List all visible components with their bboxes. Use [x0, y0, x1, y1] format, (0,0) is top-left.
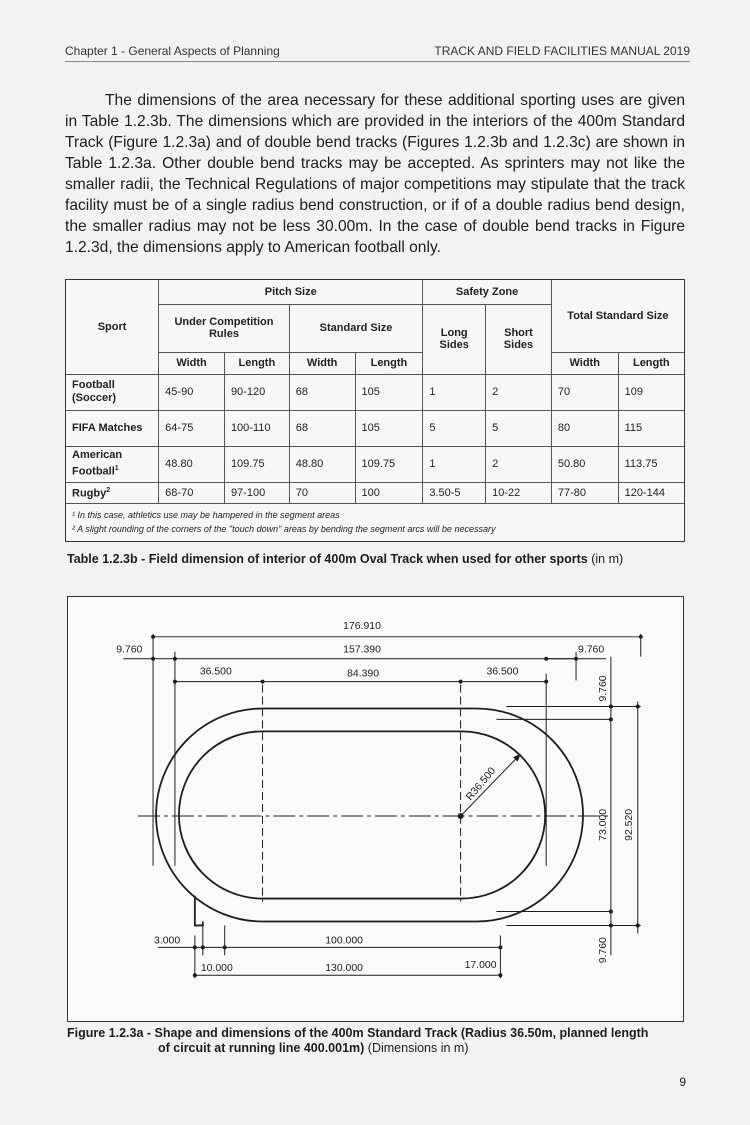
cell: 90-120: [224, 374, 289, 410]
cell: 3.50-5: [423, 482, 486, 503]
dim-total-length: 176.910: [343, 620, 381, 632]
cell: 68-70: [159, 482, 225, 503]
cell: 68: [289, 374, 355, 410]
track-drawing: [68, 597, 683, 1021]
cell-sport: Football (Soccer): [66, 374, 159, 410]
th-short-sides: Short Sides: [486, 304, 552, 374]
sport-name: American Football: [72, 449, 123, 478]
cell: 70: [551, 374, 618, 410]
cell: 5: [486, 410, 552, 446]
footnote-2: ² A slight rounding of the corners of the "touch down" areas by bending the segment arcs will be necessary: [72, 523, 496, 534]
th-width: Width: [159, 352, 225, 374]
cell: 2: [486, 374, 552, 410]
dim-vert-total: 92.520: [623, 808, 635, 841]
footnote-marker: 1: [114, 465, 119, 473]
cell-sport: [66, 482, 159, 503]
cell: 100: [355, 482, 423, 503]
cell: 105: [355, 374, 423, 410]
dim-vert-top: 9.760: [597, 675, 609, 702]
th-standard-size: Standard Size: [289, 304, 423, 352]
sport-name: Rugby: [72, 487, 107, 500]
cell: 109.75: [224, 446, 289, 482]
cell: 48.80: [159, 446, 225, 482]
dim-bottom-3: 3.000: [154, 935, 181, 947]
figure-caption-line1: Figure 1.2.3a - Shape and dimensions of the 400m Standard Track (Radius 36.50m, planned length: [67, 1026, 649, 1040]
figure-caption-line2: of circuit at running line 400.001m): [158, 1041, 365, 1055]
footnote-marker: 2: [106, 487, 111, 495]
cell: 5: [423, 410, 486, 446]
dim-bend-right: 36.500: [486, 666, 519, 678]
cell-sport: [66, 446, 159, 482]
track-figure: [67, 596, 684, 1022]
dim-vert-bottom: 9.760: [597, 937, 609, 964]
cell: 45-90: [159, 374, 225, 410]
cell: 100-110: [224, 410, 289, 446]
th-safety-zone: Safety Zone: [423, 280, 552, 304]
table-caption-unit: (in m): [591, 552, 624, 566]
cell: 77-80: [551, 482, 618, 503]
figure-caption: [67, 1026, 687, 1056]
body-paragraph: The dimensions of the area necessary for these additional sporting uses are given in Table 1.2.3b. The dimensions which are provided in the interiors of the 400m Standard Track (Figure 1.2.3a) and of double bend tracks (Figures 1.2.3b and 1.2.3c) are shown in Table 1.2.3a. Other double bend tracks may be accepted. As sprinters may not like the smaller radii, the Technical Regulations of major competitions may stipulate that the track facility must be of a single radius bend construction, or if of a double radius bend design, the smaller radius may not be less 30.00m. In the case of double bend tracks in Figure 1.2.3d, the dimensions apply to American football only.: [65, 92, 685, 256]
cell: 105: [355, 410, 423, 446]
cell: 2: [486, 446, 552, 482]
cell: 48.80: [289, 446, 355, 482]
th-length: Length: [224, 352, 289, 374]
table-row: [66, 374, 684, 410]
footnote-1: ¹ In this case, athletics use may be hampered in the segment areas: [72, 509, 340, 520]
cell: 50.80: [551, 446, 618, 482]
cell: 64-75: [159, 410, 225, 446]
table-caption-text: Table 1.2.3b - Field dimension of interior of 400m Oval Track when used for other sports: [67, 552, 588, 566]
cell: 97-100: [224, 482, 289, 503]
dim-right-margin: 9.760: [578, 644, 605, 656]
dim-outer-length: 157.390: [343, 644, 381, 656]
dimensions-table-box: [65, 279, 685, 542]
cell: 115: [618, 410, 684, 446]
th-width: Width: [551, 352, 618, 374]
figure-caption-unit: (Dimensions in m): [367, 1041, 469, 1055]
dim-bottom-130: 130.000: [325, 963, 363, 975]
cell: 10-22: [486, 482, 552, 503]
th-total-standard-size: Total Standard Size: [551, 280, 684, 352]
table-row: [66, 482, 684, 503]
cell: 109: [618, 374, 684, 410]
notes-cell: [66, 503, 684, 536]
cell: 80: [551, 410, 618, 446]
track-outer-edge: [156, 708, 583, 921]
dim-left-margin: 9.760: [116, 644, 143, 656]
table-row: [66, 410, 684, 446]
dim-vert-inner: 73.000: [597, 808, 609, 841]
table-caption: [67, 552, 623, 566]
dim-straight: 84.390: [347, 668, 380, 680]
cell: 70: [289, 482, 355, 503]
cell-sport: FIFA Matches: [66, 410, 159, 446]
dim-bottom-17: 17.000: [464, 960, 497, 972]
dim-bend-left: 36.500: [199, 666, 232, 678]
page-number: 9: [679, 1075, 686, 1089]
dim-radius: R36.500: [464, 765, 499, 803]
page-header: [65, 44, 690, 62]
th-length: Length: [355, 352, 423, 374]
cell: 1: [423, 446, 486, 482]
track-inner-edge: [179, 731, 545, 898]
th-under-competition-rules: Under Competition Rules: [159, 304, 290, 352]
cell: 109.75: [355, 446, 423, 482]
dim-bottom-10: 10.000: [200, 963, 233, 975]
th-sport: Sport: [66, 280, 159, 374]
cell: 120-144: [618, 482, 684, 503]
chapter-title: Chapter 1 - General Aspects of Planning: [65, 44, 280, 58]
th-width: Width: [289, 352, 355, 374]
dimensions-table: [66, 280, 684, 536]
figure-caption-line2-wrap: [67, 1041, 687, 1056]
table-notes: [66, 503, 684, 536]
table-row: [66, 446, 684, 482]
dim-bottom-100: 100.000: [325, 935, 363, 947]
manual-title: TRACK AND FIELD FACILITIES MANUAL 2019: [434, 44, 690, 58]
th-long-sides: Long Sides: [423, 304, 486, 374]
cell: 1: [423, 374, 486, 410]
th-length: Length: [618, 352, 684, 374]
th-pitch-size: Pitch Size: [159, 280, 423, 304]
cell: 113.75: [618, 446, 684, 482]
cell: 68: [289, 410, 355, 446]
